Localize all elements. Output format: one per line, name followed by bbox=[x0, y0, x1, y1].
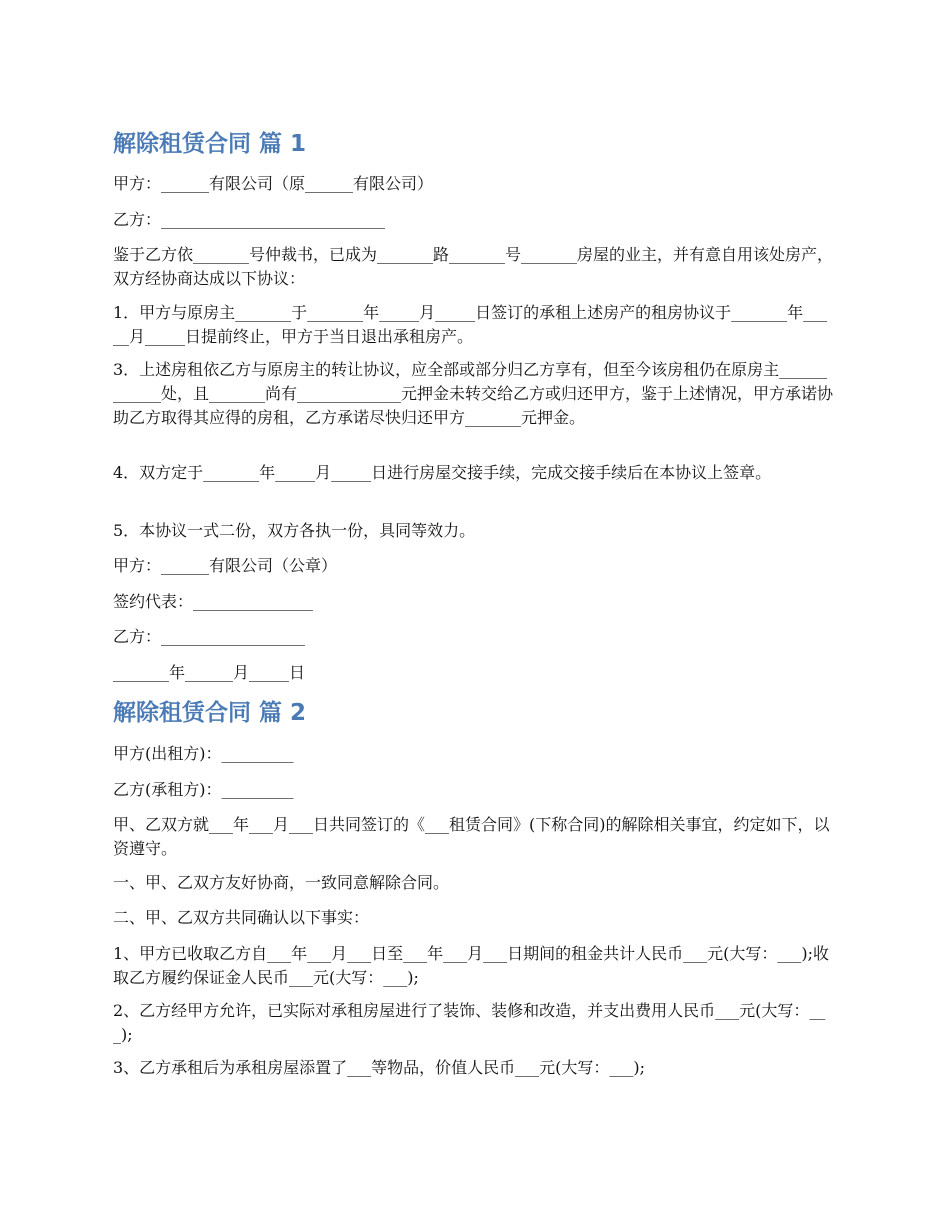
clause-4: 4．双方定于_______年_____月_____日进行房屋交接手续，完成交接手续后在本协议上签章。 bbox=[113, 463, 772, 482]
clause-5: 5．本协议一式二份，双方各执一份，具同等效力。 bbox=[113, 521, 476, 540]
lessor-line: 甲方(出租方)：_________ bbox=[113, 744, 294, 763]
fact-1: 1、甲方已收取乙方自___年___月___日至___年___月___日期间的租金共计人民币___元(大写：___);收取乙方履约保证金人民币___元(大写：___); bbox=[113, 944, 830, 987]
signature-party-a: 甲方：______有限公司（公章） bbox=[113, 556, 338, 575]
clause-1: 1．甲方与原房主_______于_______年_____月_____日签订的承租上述房产的租房协议于_______年_____月_____日提前终止，甲方于当日退出承租房产。 bbox=[113, 303, 828, 346]
signature-representative: 签约代表：_______________ bbox=[113, 592, 314, 611]
party-b-line: 乙方：____________________________ bbox=[113, 210, 386, 229]
section-title-2: 解除租赁合同 篇 2 bbox=[113, 700, 307, 726]
clause-3: 3．上述房租依乙方与原房主的转让协议，应全部或部分归乙方享有，但至今该房租仍在原房主____________处，且_______尚有_____________元押金未转交给乙方或归还甲方，鉴于上述情况，甲方承诺协助乙方取得其应得的房租，乙方承诺尽快归还甲方_______元押金。 bbox=[113, 360, 834, 427]
party-a-line: 甲方：______有限公司（原______有限公司） bbox=[113, 174, 434, 193]
signature-party-b: 乙方：__________________ bbox=[113, 627, 306, 646]
signature-date: _______年______月_____日 bbox=[113, 663, 306, 682]
preamble-paragraph: 鉴于乙方依_______号仲裁书，已成为_______路_______号_______房屋的业主，并有意自用该处房产，双方经协商达成以下协议： bbox=[113, 245, 834, 288]
intro-paragraph: 甲、乙双方就___年___月___日共同签订的《___租赁合同》(下称合同)的解除相关事宜，约定如下，以资遵守。 bbox=[113, 815, 830, 858]
item-two: 二、甲、乙双方共同确认以下事实： bbox=[113, 908, 370, 927]
section-title-1: 解除租赁合同 篇 1 bbox=[113, 131, 307, 157]
fact-2: 2、乙方经甲方允许，已实际对承租房屋进行了装饰、装修和改造，并支出费用人民币___元(大写：___); bbox=[113, 1001, 826, 1044]
item-one: 一、甲、乙双方友好协商，一致同意解除合同。 bbox=[113, 873, 450, 892]
lessee-line: 乙方(承租方)：_________ bbox=[113, 780, 294, 799]
fact-3: 3、乙方承租后为承租房屋添置了___等物品，价值人民币___元(大写：___); bbox=[113, 1058, 646, 1077]
